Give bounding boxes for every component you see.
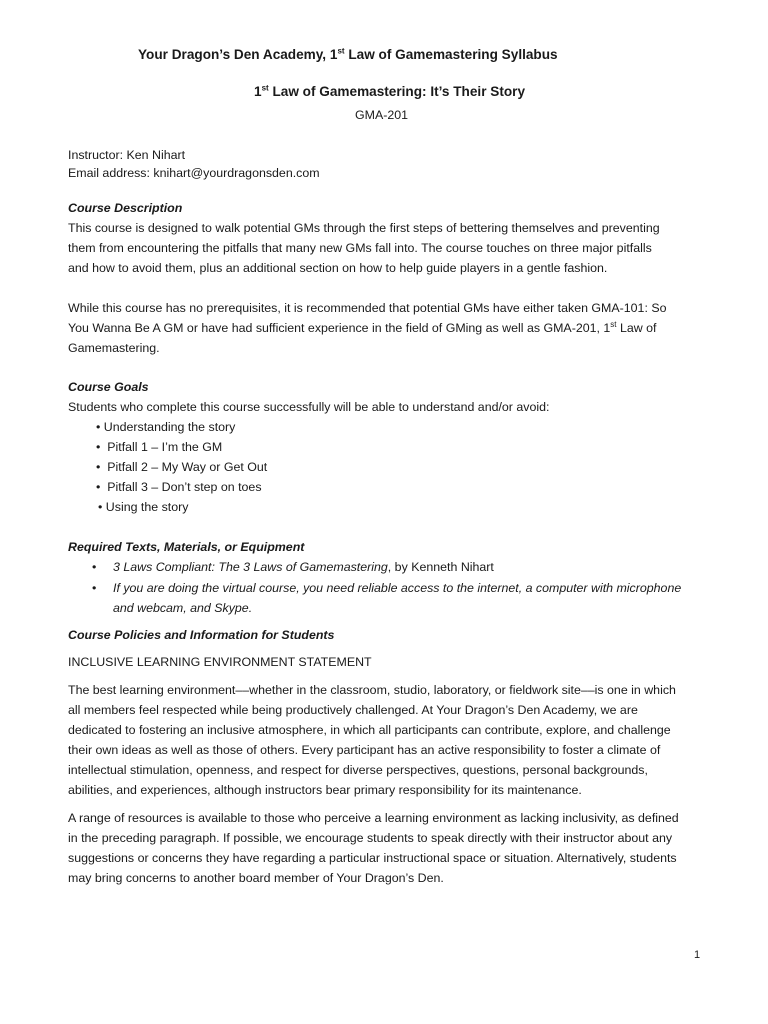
page-number: 1 <box>694 949 701 961</box>
goal-item: • Using the story <box>98 500 189 514</box>
policy-line: all members feel respected while being productively challenged. At Your Dragon’s Den Academy, we are <box>68 703 638 717</box>
bullet-icon: • <box>98 500 103 514</box>
course-code: GMA-201 <box>355 108 409 122</box>
policy-line: dedicated to fostering an inclusive atmosphere, in which all participants can contribute, explore, and challenge <box>68 723 671 737</box>
policies-heading: Course Policies and Information for Students <box>68 628 335 642</box>
policy-line: A range of resources is available to those who perceive a learning environment as lacking inclusivity, as defined <box>68 811 679 825</box>
bullet-icon: • <box>96 460 101 474</box>
bullet-icon: • <box>96 420 101 434</box>
bullet-icon: • <box>96 440 101 454</box>
description-line: This course is designed to walk potential GMs through the first steps of bettering themselves and preventing <box>68 221 660 235</box>
policy-line: may bring concerns to another board member of Your Dragon’s Den. <box>68 871 444 885</box>
email-line: Email address: knihart@yourdragonsden.com <box>68 166 320 180</box>
policy-line: The best learning environment––whether in the classroom, studio, laboratory, or fieldwork site––is one in which <box>68 683 676 697</box>
prereq-line: Gamemastering. <box>68 341 160 355</box>
instructor-line: Instructor: Ken Nihart <box>68 148 186 162</box>
prereq-line: While this course has no prerequisites, it is recommended that potential GMs have either taken GMA-101: So <box>68 301 667 315</box>
description-line: and how to avoid them, plus an additional section on how to help guide players in a gentle fashion. <box>68 261 608 275</box>
bullet-icon: • <box>92 560 97 574</box>
goal-item: • Pitfall 2 – My Way or Get Out <box>96 460 268 474</box>
goal-item: • Pitfall 3 – Don’t step on toes <box>96 480 262 494</box>
materials-heading: Required Texts, Materials, or Equipment <box>68 540 305 554</box>
goals-intro: Students who complete this course successfully will be able to understand and/or avoid: <box>68 400 550 414</box>
document-subtitle: 1st Law of Gamemastering: It’s Their Story <box>254 83 526 99</box>
materials-item: If you are doing the virtual course, you need reliable access to the internet, a computer with microphone <box>113 581 682 595</box>
goal-item: • Pitfall 1 – I’m the GM <box>96 440 223 454</box>
materials-item-continued: and webcam, and Skype. <box>113 601 253 615</box>
document-title: Your Dragon’s Den Academy, 1st Law of Gamemastering Syllabus <box>138 46 558 62</box>
goal-item: • Understanding the story <box>96 420 236 434</box>
policy-line: abilities, and experiences, although instructors bear primary responsibility for its maintenance. <box>68 783 582 797</box>
course-goals-heading: Course Goals <box>68 380 149 394</box>
policy-line: intellectual stimulation, openness, and respect for diverse perspectives, questions, personal backgrounds, <box>68 763 648 777</box>
inclusive-statement-heading: INCLUSIVE LEARNING ENVIRONMENT STATEMENT <box>68 655 372 669</box>
policy-line: in the preceding paragraph. If possible, we encourage students to speak directly with their instructor about any <box>68 831 673 845</box>
policy-line: their own ideas as well as those of others. Every participant has an active responsibility to foster a climate of <box>68 743 661 757</box>
bullet-icon: • <box>96 480 101 494</box>
bullet-icon: • <box>92 581 97 595</box>
description-line: them from encountering the pitfalls that many new GMs fall into. The course touches on three major pitfalls <box>68 241 652 255</box>
materials-item: 3 Laws Compliant: The 3 Laws of Gamemastering, by Kenneth Nihart <box>113 560 494 574</box>
policy-line: suggestions or concerns they have regarding a particular instructional space or situation. Alternatively, students <box>68 851 677 865</box>
course-description-heading: Course Description <box>68 201 183 215</box>
prereq-line: You Wanna Be A GM or have had sufficient experience in the field of GMing as well as GMA-201, 1st Law of <box>68 319 657 335</box>
